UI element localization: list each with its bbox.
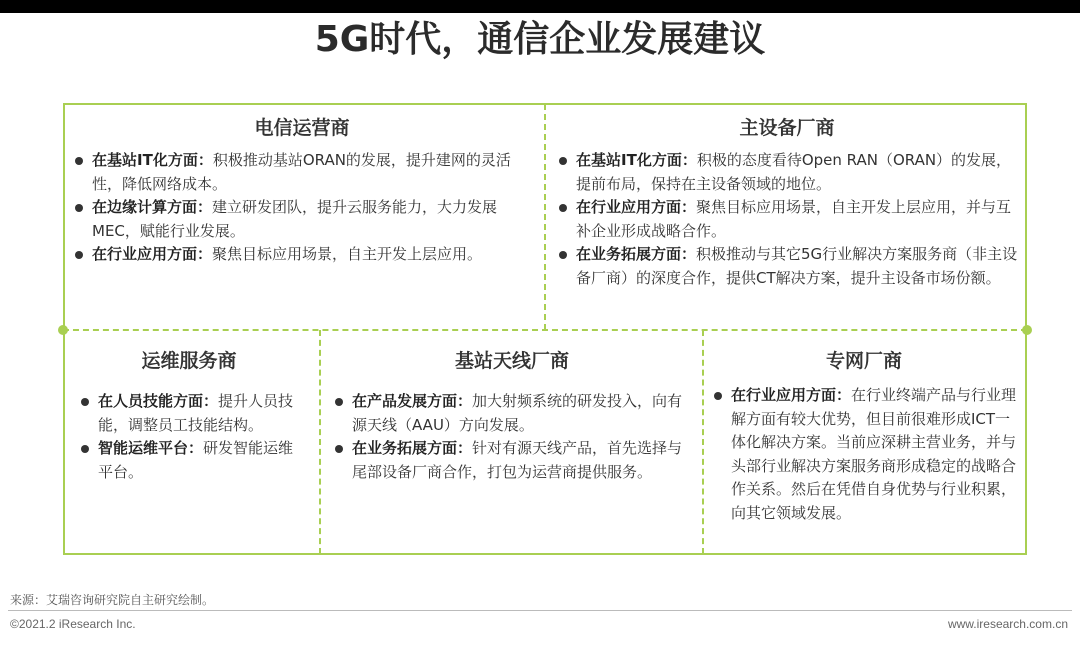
item-label: 在行业应用方面： [576,198,697,217]
bullet-list [70,149,534,267]
bullet-list [76,390,302,484]
list-item [330,390,694,437]
panel-main-equipment-vendor [554,113,1020,291]
item-label: 在行业应用方面： [731,386,852,404]
list-item [70,196,534,243]
item-text: 在行业终端产品与行业理解方面有较大优势，但目前很难形成ICT一体化解决方案。当前应深耕主营业务，并与头部行业解决方案服务商形成稳定的战略合作关系。然后在凭借自身优势与行业积累，向其它领域发展。 [731,386,1017,522]
list-item [554,243,1020,290]
item-text: 积极推动与其它5G行业解决方案服务商（非主设备厂商）的深度合作，提供CT解决方案，提升主设备市场份额。 [576,245,1018,287]
bottom-row-divider-left [319,330,321,554]
item-text: 加大射频系统的研发投入，向有源天线（AAU）方向发展。 [352,392,683,434]
item-label: 在基站IT化方面： [92,151,213,169]
top-bar [0,0,1080,13]
list-item [554,149,1020,196]
item-label: 在基站IT化方面： [576,151,697,169]
list-item [709,384,1019,526]
panel-heading: 电信运营商 [254,117,350,139]
item-text: 研发智能运维平台。 [98,439,294,481]
bottom-row-divider-right [702,330,704,554]
item-text: 提升人员技能，调整员工技能结构。 [98,392,294,434]
divider-dot-left [58,325,68,335]
source-note: 来源：艾瑞咨询研究院自主研究绘制。 [10,593,215,607]
item-label: 在业务拓展方面： [352,439,473,458]
list-item [554,196,1020,243]
item-label: 在行业应用方面： [92,245,213,264]
website-link[interactable]: www.iresearch.com.cn [947,617,1068,631]
item-label: 在业务拓展方面： [576,245,697,264]
top-row-divider [544,104,546,330]
item-label: 在人员技能方面： [98,392,219,410]
panel-private-network-vendor [709,346,1019,526]
bullet-list [554,149,1020,291]
item-label: 在边缘计算方面： [92,198,213,217]
copyright: ©2021.2 iResearch Inc. [10,617,136,631]
panel-om-service-provider [76,346,302,484]
list-item [76,390,302,437]
divider-dot-right [1022,325,1032,335]
item-text: 积极的态度看待Open RAN（ORAN）的发展，提前布局，保持在主设备领域的地位。 [576,151,1012,193]
panel-heading: 运维服务商 [141,350,237,372]
item-text: 聚焦目标应用场景，自主开发上层应用。 [212,245,483,264]
bullet-list [330,390,694,484]
list-item [76,437,302,484]
bullet-list [709,384,1019,526]
item-text: 建立研发团队，提升云服务能力，大力发展MEC，赋能行业发展。 [92,198,498,240]
item-text: 聚焦目标应用场景，自主开发上层应用，并与互补企业形成战略合作。 [576,198,1012,240]
list-item [330,437,694,484]
panel-base-station-antenna-vendor [330,346,694,484]
panel-heading: 基站天线厂商 [454,350,569,372]
item-text: 针对有源天线产品，首先选择与尾部设备厂商合作，打包为运营商提供服务。 [352,439,683,481]
list-item [70,149,534,196]
row-divider [63,329,1027,331]
item-label: 智能运维平台： [98,439,204,458]
panel-heading: 专网厂商 [825,350,902,372]
page-title: 5G时代，通信企业发展建议 [314,19,766,60]
panel-telecom-operator [70,113,534,267]
footer-divider [8,610,1072,611]
item-text: 积极推动基站ORAN的发展，提升建网的灵活性，降低网络成本。 [92,151,511,193]
list-item [70,243,534,267]
item-label: 在产品发展方面： [352,392,473,410]
panel-heading: 主设备厂商 [739,117,835,139]
